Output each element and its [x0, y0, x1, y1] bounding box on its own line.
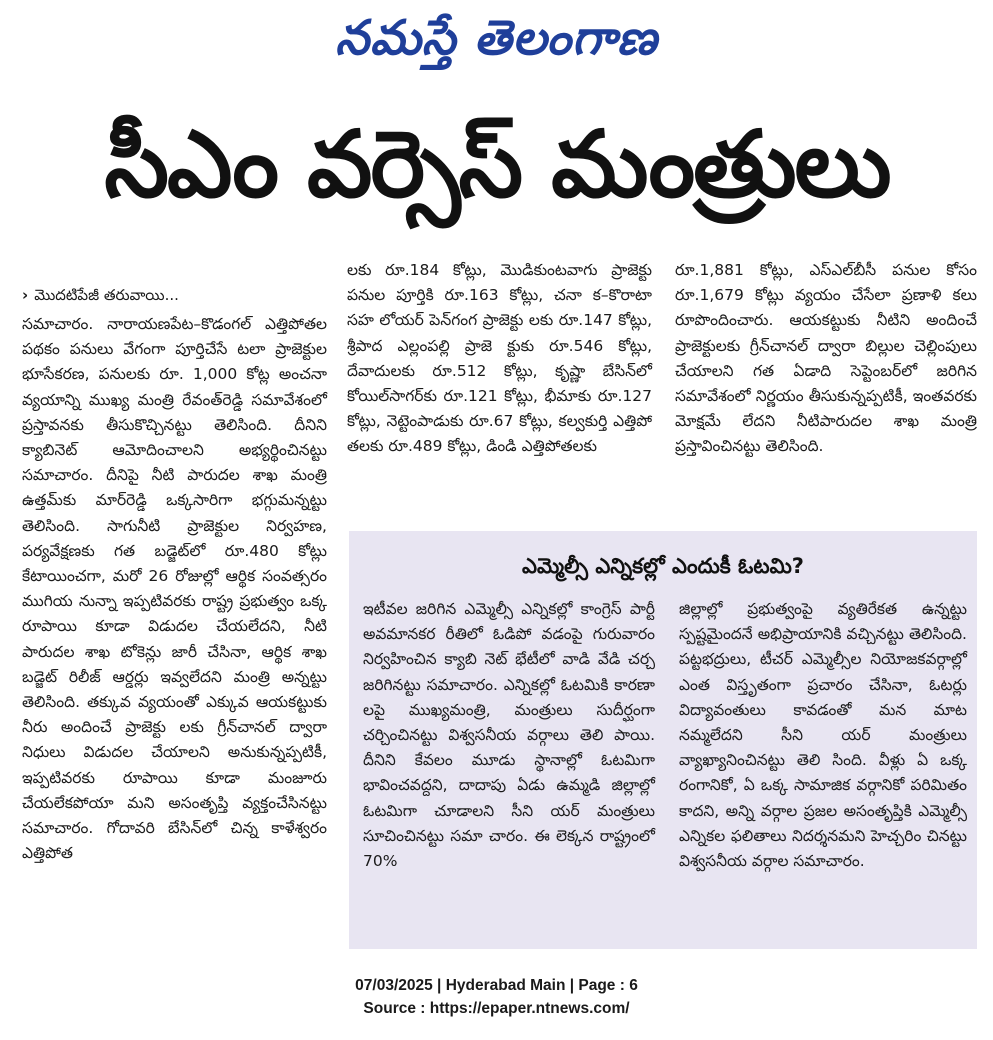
column-1-text: సమాచారం. నారాయణపేట–కొడంగల్ ఎత్తిపోతల పథకం పనులు వేగంగా పూర్తిచేసే టలా ప్రాజెక్టుల భూసేకరణ, పనులకు రూ. 1,000 కోట్ల అంచనా వ్యయాన్ని ముఖ్య మంత్రి రేవంత్‌రెడ్డి సమావేశంలో ప్రస్తావనకు తీసుకొచ్చినట్టు తెలిసింది. దీనిని క్యాబినెట్ ఆమోదించాలని అభ్యర్థించినట్టు సమాచారం. దీనిపై నీటి పారుదల శాఖ మంత్రి ఉత్తమ్‌కు మార్‌రెడ్డి ఒక్కసారిగా భగ్గుమన్నట్టు తెలిసింది. సాగునీటి ప్రాజెక్టుల నిర్వహణ, పర్యవేక్షణకు గత బడ్జెట్‌లో రూ.480 కోట్లు కేటాయించగా, మరో 26 రోజుల్లో ఆర్థిక సంవత్సరం ముగియ నున్నా ఇప్పటివరకు రాష్ట్ర ప్రభుత్వం ఒక్క రూపాయి కూడా విడుదల చేయలేదని, నీటి పారుదల శాఖ టోకెన్లు జారీ చేసినా, ఆర్థిక శాఖ బడ్జెట్ రిలీజ్ ఆర్డర్లు ఇవ్వలేదని మంత్రి అన్నట్టు తెలిసింది. తక్కువ వ్యయంతో ఎక్కువ ఆయకట్టుకు నీరు అందించే ప్రాజెక్టు లకు గ్రీన్‌చానల్ ద్వారా నిధులు విడుదల చేయాలని అనుకున్నప్పటికీ, ఇప్పటివరకు రూపాయి కూడా మంజూరు చేయలేకపోయా మని అసంతృప్తి వ్యక్తంచేసినట్టు సమాచారం. గోదావరి బేసిన్‌లో చిన్న కాళేశ్వరం ఎత్తిపోత: [22, 315, 327, 863]
continuation-label: మొదటిపేజీ తరువాయి...: [34, 286, 179, 304]
footer-date-edition: 07/03/2025 | Hyderabad Main | Page : 6: [355, 977, 638, 994]
continuation-line: [22, 282, 327, 308]
footer-source-link[interactable]: Source : https://epaper.ntnews.com/: [363, 1000, 630, 1017]
sidebar-box-text-2: జిల్లాల్లో ప్రభుత్వంపై వ్యతిరేకత ఉన్నట్టు స్పష్టమైందనే అభిప్రాయానికి వచ్చినట్టు తెలిసింది. పట్టభద్రులు, టీచర్ ఎమ్మెల్సీల నియోజకవర్గాల్లో ఎంత విస్తృతంగా ప్రచారం చేసినా, ఓటర్లు విద్యావంతులు కావడంతో మన మాట నమ్మలేదని సీని యర్ మంత్రులు వ్యాఖ్యానించినట్టు తెలి సింది. వీళ్లు ఏ ఒక్క రంగానికో, ఏ ఒక్క సామాజిక వర్గానికో పరిమితం కాదని, అన్ని వర్గాల ప్రజల అసంతృప్తికి ఎమ్మెల్సీ ఎన్నికల ఫలితాలు నిదర్శనమని హెచ్చరిం చినట్టు విశ్వసనీయ వర్గాల సమాచారం.: [679, 600, 967, 871]
article-column-1: [22, 282, 327, 866]
sidebar-box-title: ఎమ్మెల్సీ ఎన్నికల్లో ఎందుకీ ఓటమి?: [522, 554, 804, 578]
sidebar-box-text-1: ఇటీవల జరిగిన ఎమ్మెల్సీ ఎన్నికల్లో కాంగ్రెస్ పార్టీ అవమానకర రీతిలో ఓడిపో వడంపై గురువారం నిర్వహించిన క్యాబి నెట్ భేటీలో వాడి వేడి చర్చ జరిగినట్టు సమాచారం. ఎన్నికల్లో ఓటమికి కారణా లపై ముఖ్యమంత్రి, మంత్రులు సుదీర్ఘంగా చర్చించినట్టు విశ్వసనీయ వర్గాలు తెలి పాయి. దీనిని కేవలం మూడు స్థానాల్లో ఓటమిగా భావించవద్దని, దాదాపు ఏడు ఉమ్మడి జిల్లాల్లో ఓటమిగా చూడాలని సీని యర్ మంత్రులు సూచించినట్టు సమా చారం. ఈ లెక్కన రాష్ట్రంలో 70%: [363, 600, 655, 871]
page-headline: సీఎం వర్సెస్ మంత్రులు: [104, 111, 890, 218]
column-3-text: రూ.1,881 కోట్లు, ఎస్‌ఎల్‌బీసీ పనుల కోసం రూ.1,679 కోట్లు వ్యయం చేసేలా ప్రణాళి కలు రూపొందించారు. ఆయకట్టుకు నీటిని అందించే ప్రాజెక్టులకు గ్రీన్‌చానల్ ద్వారా బిల్లుల చెల్లింపులు చేయాలని గత ఏడాది సెప్టెంబర్‌లో జరిగిన సమావేశంలో నిర్ణయం తీసుకున్నప్పటికీ, ఇంతవరకు మోక్షమే లేదని నీటిపారుదల శాఖ మంత్రి ప్రస్తావించినట్టు తెలిసింది.: [675, 261, 977, 456]
column-2-text: లకు రూ.184 కోట్లు, మొడికుంటవాగు ప్రాజెక్టు పనుల పూర్తికి రూ.163 కోట్లు, చనా క–కొరాటా సహ లోయర్ పెన్‌గంగ ప్రాజెక్టు లకు రూ.147 కోట్లు, శ్రీపాద ఎల్లంపల్లి ప్రాజె క్టుకు రూ.546 కోట్లు, దేవాదులకు రూ.512 కోట్లు, కృష్ణా బేసిన్‌లో కోయిల్‌సాగర్‌కు రూ.121 కోట్లు, భీమాకు రూ.127 కోట్లు, నెట్టెంపాడుకు రూ.67 కోట్లు, కల్వకుర్తి ఎత్తిపో తలకు రూ.489 కోట్లు, డిండి ఎత్తిపోతలకు: [347, 261, 652, 456]
sidebar-box-column-2: [679, 597, 967, 874]
sidebar-box-column-1: [363, 597, 655, 874]
article-column-2: [347, 258, 652, 460]
newspaper-masthead: నమస్తే తెలంగాణ: [335, 10, 658, 66]
article-column-3: [675, 258, 977, 460]
chevron-right-icon: ›: [22, 286, 29, 304]
sidebar-box: [349, 531, 977, 949]
